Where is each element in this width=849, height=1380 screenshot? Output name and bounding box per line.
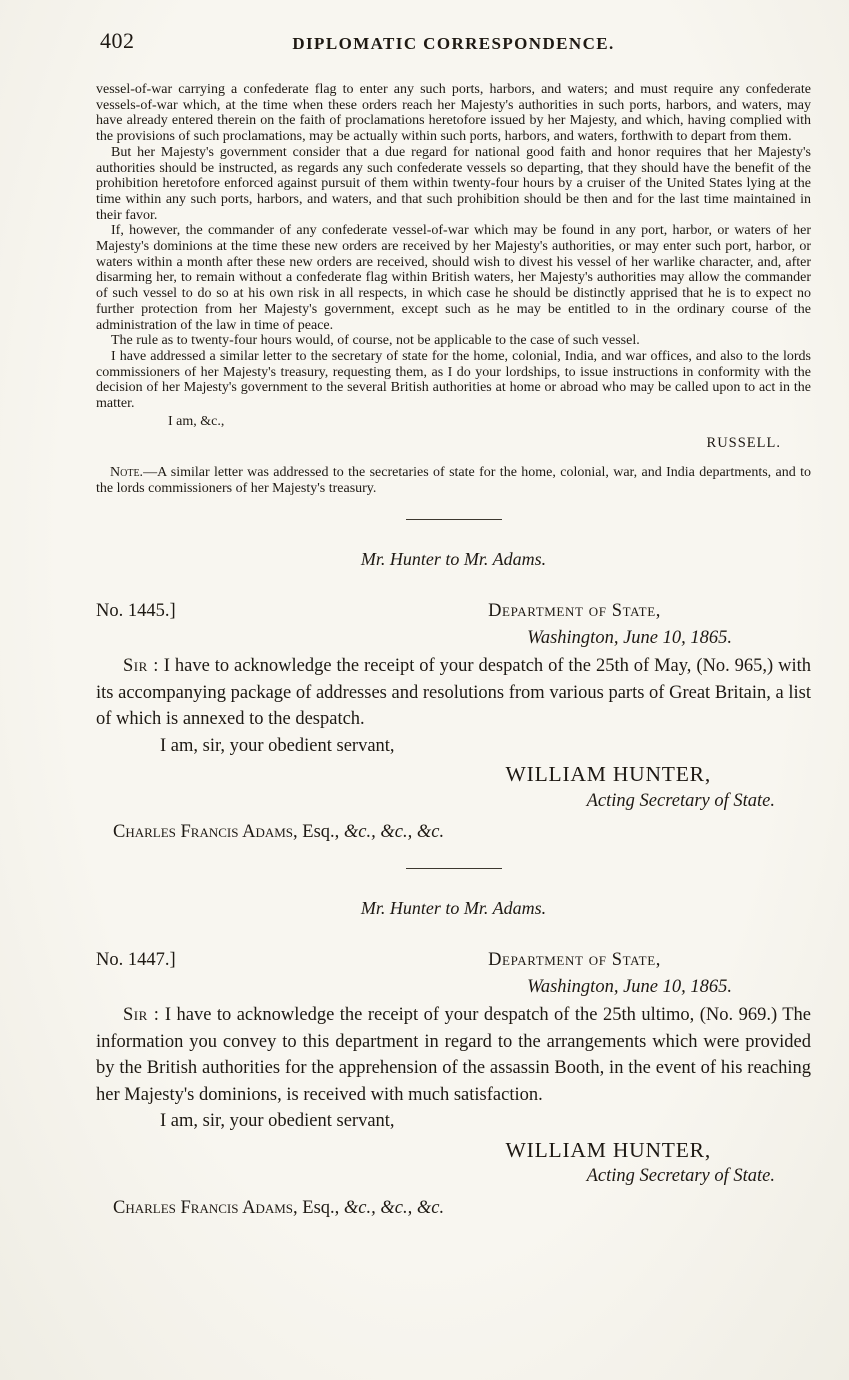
letter-body-text: I have to acknowledge the receipt of your despatch of the 25th of May, (No. 965,) with its accompanying package of addresses and resolutions from various parts of Great Britain, a list of which is annexed to the despatch. xyxy=(96,656,811,730)
addressee-etc: &c., &c., &c. xyxy=(343,1197,445,1218)
salutation: Sir : xyxy=(123,1005,160,1026)
russell-paragraph-3: If, however, the commander of any confederate vessel-of-war which may be found in any port, harbor, or waters of her Majesty's dominions at the time these new orders are received by her Majesty's authorities, or may enter such port, harbor, or waters within a month after these new orders are received, should wish to divest his vessel of her warlike character, and, after disarming her, to remain without a confederate flag within British waters, her Majesty's authorities may allow the commander of such vessel to do so at his own risk in all respects, in which case he should be distinctly apprised that he is to expect no further protection from her Majesty's government, except such as he may be entitled to in the ordinary course of the administration of the law in time of peace. xyxy=(96,223,811,333)
section-divider-1 xyxy=(406,519,502,520)
letter-number: No. 1447.] xyxy=(96,950,176,971)
russell-letter-continuation xyxy=(96,82,811,497)
addressee-line xyxy=(113,819,811,846)
running-head xyxy=(96,26,811,62)
addressee-name: Charles Francis Adams xyxy=(113,1197,294,1218)
letter-head xyxy=(96,598,811,651)
letter-body xyxy=(96,1002,811,1108)
letter-closing: I am, sir, your obedient servant, xyxy=(160,1111,395,1132)
letter-closing: I am, sir, your obedient servant, xyxy=(160,735,395,756)
russell-paragraph-1: vessel-of-war carrying a confederate flag to enter any such ports, harbors, and waters; and must require any confederate vessels-of-war which, at the time when these orders reach her Majesty's authorities in such ports, harbors, and waters, may have already entered therein on the faith of proclamations heretofore issued by her Majesty, and which, having complied with the provisions of such proclamations, may be actually within such ports, harbors, and waters, forthwith to depart from them. xyxy=(96,82,811,145)
addressee-mid: , Esq., xyxy=(293,822,344,843)
letter-1445 xyxy=(96,546,811,846)
russell-paragraph-2: But her Majesty's government consider that a due regard for national good faith and honor requires that her Majesty's authorities should be instructed, as regards any such confederate vessels so departing, that they should have the benefit of the prohibition heretofore enforced against pursuit of them within twenty-four hours by a cruiser of the United States lying at the time within any such ports, harbors, and waters, and that such prohibition should be then and for the last time maintained in their favor. xyxy=(96,144,811,223)
note-text: —A similar letter was addressed to the secretaries of state for the home, colonial, war, and India departments, and to the lords commissioners of her Majesty's treasury. xyxy=(96,465,811,496)
russell-signature: RUSSELL. xyxy=(706,435,781,452)
note-label: Note. xyxy=(110,465,144,481)
department-line: Department of State, xyxy=(488,950,661,971)
department-line: Department of State, xyxy=(488,601,661,622)
running-head-title: DIPLOMATIC CORRESPONDENCE. xyxy=(292,34,615,53)
addressee-mid: , Esq., xyxy=(293,1197,344,1218)
dateline-block xyxy=(176,598,811,651)
page-number: 402 xyxy=(100,28,135,53)
russell-paragraph-5: I have addressed a similar letter to the secretary of state for the home, colonial, India, and war offices, and also to the lords commissioners of her Majesty's treasury, requesting them, as I do your lordships, to issue instructions in conformity with the decision of her Majesty's government to the several British authorities at home or abroad who may be called upon to act in the matter. xyxy=(96,348,811,412)
letter-heading: Mr. Hunter to Mr. Adams. xyxy=(360,897,547,918)
editor-note xyxy=(96,465,811,496)
signature-title: Acting Secretary of State. xyxy=(586,790,775,811)
addressee-name: Charles Francis Adams xyxy=(113,822,294,843)
letter-body-text: I have to acknowledge the receipt of your despatch of the 25th ultimo, (No. 969.) The information you convey to this department in regard to the arrangements which were provided by the British authorities for the apprehension of the assassin Booth, in the event of his reaching her Majesty's dominions, is received with much satisfaction. xyxy=(96,1005,811,1105)
addressee-etc: &c., &c., &c. xyxy=(343,822,445,843)
signature-name: WILLIAM HUNTER, xyxy=(505,1137,711,1162)
signature-name: WILLIAM HUNTER, xyxy=(505,762,711,787)
russell-paragraph-4: The rule as to twenty-four hours would, of course, not be applicable to the case of such vessel. xyxy=(111,333,640,349)
letter-number: No. 1445.] xyxy=(96,601,176,622)
dateline-block xyxy=(176,947,811,1000)
section-divider-2 xyxy=(406,868,502,869)
signature-title: Acting Secretary of State. xyxy=(586,1166,775,1187)
place-date-line: Washington, June 10, 1865. xyxy=(527,976,732,997)
russell-closing: I am, &c., xyxy=(168,413,225,429)
letter-heading: Mr. Hunter to Mr. Adams. xyxy=(360,548,547,569)
place-date-line: Washington, June 10, 1865. xyxy=(527,627,732,648)
letter-head xyxy=(96,947,811,1000)
salutation: Sir : xyxy=(123,656,159,677)
letter-1447 xyxy=(96,895,811,1222)
addressee-line xyxy=(113,1195,811,1222)
letter-body xyxy=(96,653,811,733)
